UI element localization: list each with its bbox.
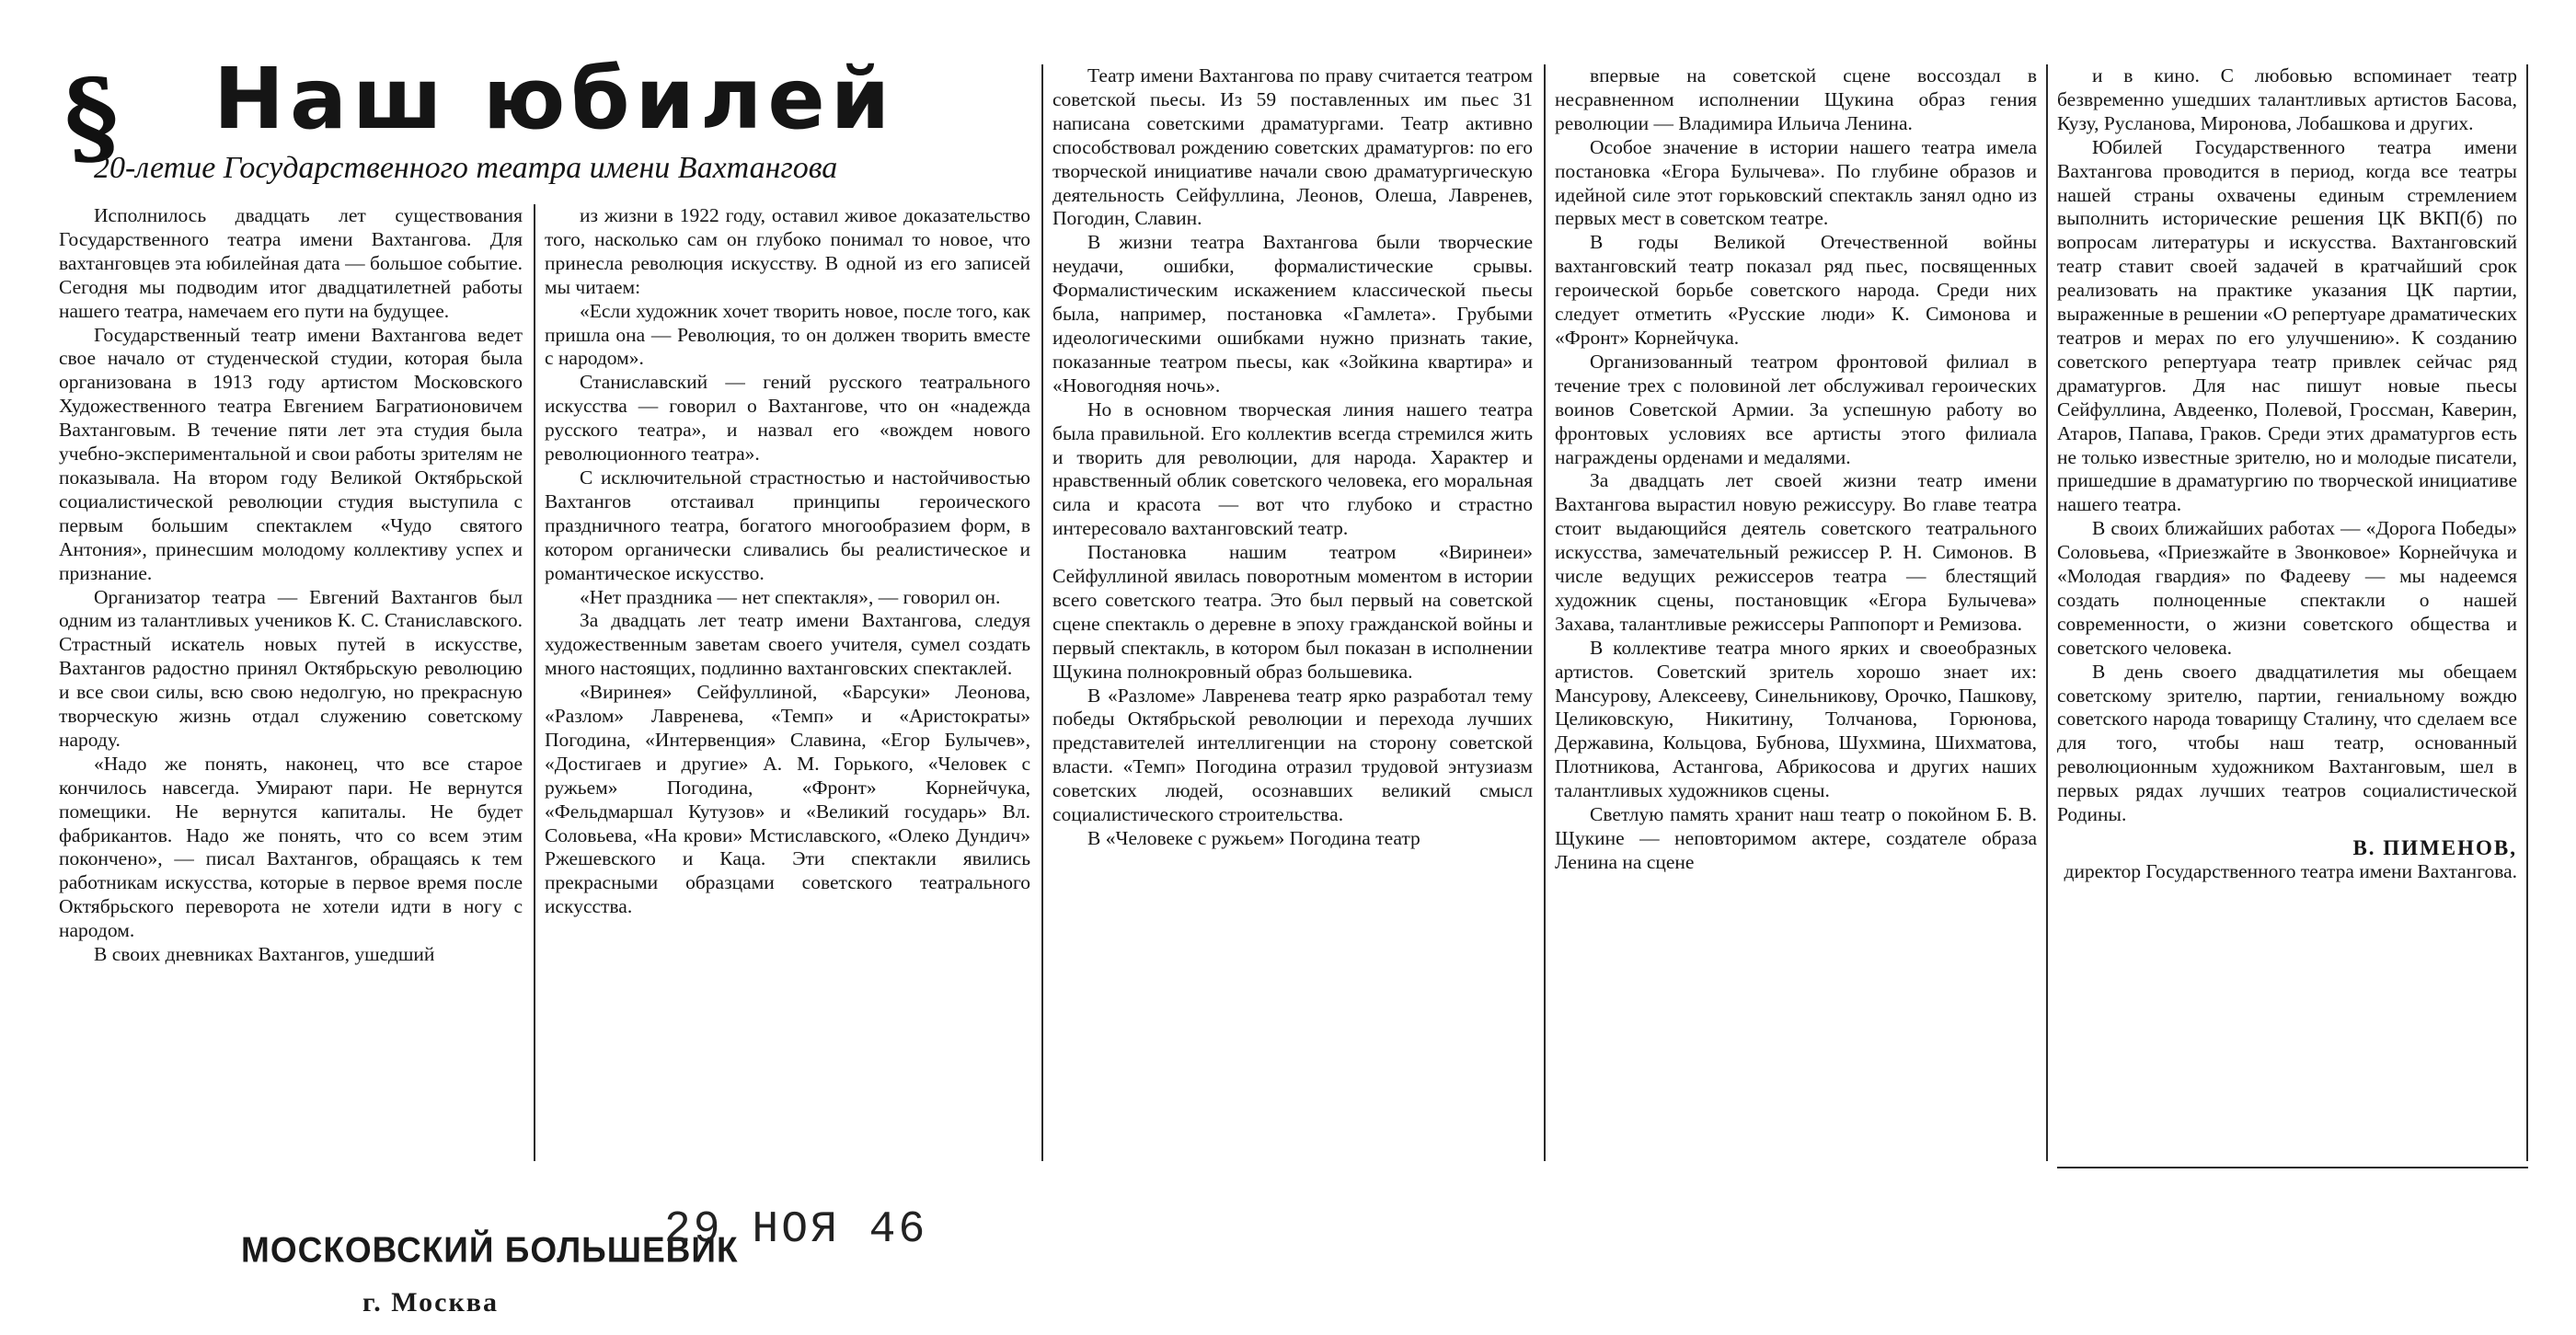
column-divider xyxy=(534,204,535,1161)
paragraph: Организатор театра — Евгений Вахтангов был одним из талантливых учеников К. С. Станиславского. Страстный искатель новых путей в искусстве, Вахтангов радостно принял Октябрьскую революцию и все свои силы, всю свою недолгую, но прекрасную творческую жизнь отдал служению советскому народу. xyxy=(59,585,523,751)
date-stamp: 29 НОЯ 46 xyxy=(664,1205,928,1255)
paragraph: Светлую память хранит наш театр о покойном Б. В. Щукине — неповторимом актере, создателе образа Ленина на сцене xyxy=(1555,803,2037,873)
paragraph: Особое значение в истории нашего театра имела постановка «Егора Булычева». По глубине образов и идейной силе этот горьковский спектакль занял одно из первых мест в советском театре. xyxy=(1555,135,2037,230)
column-1 xyxy=(59,204,523,1161)
paragraph: В своих дневниках Вахтангов, ушедший xyxy=(94,943,435,966)
column-divider xyxy=(1041,64,1043,1161)
paragraph: За двадцать лет своей жизни театр имени Вахтангова вырастил новую режиссуру. Во главе театра стоит выдающийся деятель советского театрального искусства, замечательный режиссер Р. Н. Симонов. В числе ведущих режиссеров театра — блестящий художник сцены, постановщик «Егора Булычева» Захава, талантливые режиссеры Раппопорт и Ремизова. xyxy=(1555,469,2037,635)
paragraph: и в кино. С любовью вспоминает театр безвременно ушедших талантливых артистов Басова, Кузу, Русланова, Миронова, Лобашкова и других. xyxy=(2057,64,2517,134)
newspaper-stamp: МОСКОВСКИЙ БОЛЬШЕВИК xyxy=(241,1229,739,1270)
column-divider xyxy=(2526,64,2528,1161)
paragraph: Организованный театром фронтовой филиал в течение трех с половиной лет обслуживал героических воинов Советской Армии. За успешную работу во фронтовых условиях все артисты этого филиала награждены орденами и медалями. xyxy=(1555,350,2037,468)
paragraph: Театр имени Вахтангова по праву считается театром советской пьесы. Из 59 поставленных им пьес 31 написана советскими драматургами. Театр активно способствовал рождению советских драматургов: по его творческой инициативе начали свою драматургическую деятельность Сейфуллина, Леонов, Олеша, Лавренев, Погодин, Славин. xyxy=(1052,64,1533,230)
paragraph: Станиславский — гений русского театрального искусства — говорил о Вахтангове, что он «надежда русского театра», и назвал его «вождем нового революционного театра». xyxy=(545,371,1030,466)
paragraph: Исполнилось двадцать лет существования Государственного театра имени Вахтангова. Для вахтанговцев эта юбилейная дата — большое событие. Сегодня мы подводим итог двадцатилетней работы нашего театра, намечаем его пути на будущее. xyxy=(59,204,523,322)
paragraph: Юбилей Государственного театра имени Вахтангова проводится в период, когда все театры нашей страны охвачены единым стремлением выполнить исторические решения ЦК ВКП(б) по вопросам литературы и искусства. Вахтанговский театр ставит своей задачей в кратчайший срок реализовать на практике указания ЦК партии, выраженные в решении «О репертуаре драматических театров и мерах по его улучшению». К созданию советского репертуара театр привлек сейчас ряд драматургов. Для нас пишут новые пьесы Сейфуллина, Авдеенко, Полевой, Гроссман, Каверин, Атаров, Папава, Граков. Среди этих драматургов есть не только известные зрителю, но и молодые писатели, пришедшие в драматургию по творческой инициативе нашего театра. xyxy=(2057,135,2517,516)
paragraph: За двадцать лет театр имени Вахтангова, следуя художественным заветам своего учителя, сумел создать много настоящих, подлинно вахтанговских спектаклей. xyxy=(545,609,1030,680)
paragraph: из жизни в 1922 году, оставил живое доказательство того, насколько сам он глубоко понимал то новое, что принесла революция искусству. В одной из его записей мы читаем: xyxy=(545,204,1030,298)
paragraph: «Надо же понять, наконец, что все старое кончилось навсегда. Умирают пари. Не вернутся помещики. Не вернутся капиталы. Не будет фабрикантов. Надо же понять, что со всем этим покончено», — писал Вахтангов, обращаясь к тем работникам искусства, которые в первое время после Октябрьского переворота не хотели идти в ногу с народом. xyxy=(59,752,523,942)
paragraph: Постановка нашим театром «Виринеи» Сейфуллиной явилась поворотным моментом в истории всего советского театра. Это был первый на советской сцене спектакль о деревне в эпоху гражданской войны и первый спектакль, в котором был показан в исполнении Щукина полнокровный образ большевика. xyxy=(1052,541,1533,683)
paragraph: Государственный театр имени Вахтангова ведет свое начало от студенческой студии, которая была организована в 1913 году артистом Московского Художественного театра Евгением Багратионовичем Вахтанговым. В течение пяти лет эта студия была учебно-экспериментальной и свои работы зрителям не показывала. На втором году Великой Октябрьской социалистической революции студия выступила с первым большим спектаклем «Чудо святого Антония», принесшим молодому коллективу успех и признание. xyxy=(59,323,523,584)
jubilee-mark: § xyxy=(60,55,123,179)
article-title: Наш юбилей xyxy=(213,50,896,148)
paragraph: В годы Великой Отечественной войны вахтанговский театр показал ряд пьес, посвященных героической борьбе советского народа. Среди них следует отметить «Русские люди» К. Симонова и «Фронт» Корнейчука. xyxy=(1555,231,2037,349)
paragraph: впервые на советской сцене воссоздал в несравненном исполнении Щукина образ гения революции — Владимира Ильича Ленина. xyxy=(1555,64,2037,134)
column-divider xyxy=(1544,64,1546,1161)
quote: «Нет праздника — нет спектакля», — говорил он. xyxy=(580,585,1001,608)
column-2 xyxy=(545,204,1030,1161)
paragraph: В день своего двадцатилетия мы обещаем советскому зрителю, партии, гениальному вождю советского народа товарищу Сталину, что сделаем все для того, чтобы наш театр, основанный революционным художником Вахтанговым, шел в первых рядах лучших театров социалистической Родины. xyxy=(2057,660,2517,826)
paragraph: С исключительной страстностью и настойчивостью Вахтангов отстаивал принципы героического праздничного театра, богатого многообразием форм, в котором органически сливались бы реалистическое и романтическое искусство. xyxy=(545,466,1030,584)
paragraph: В «Человеке с ружьем» Погодина театр xyxy=(1087,827,1420,849)
paragraph: В своих ближайших работах — «Дорога Победы» Соловьева, «Приезжайте в Звонковое» Корнейчука и «Молодая гвардия» по Фадееву — мы надеемся создать полноценные спектакли о нашей современности, о жизни советского общества и советского человека. xyxy=(2057,517,2517,659)
paragraph: «Виринея» Сейфуллиной, «Барсуки» Леонова, «Разлом» Лавренева, «Темп» и «Аристократы» Погодина, «Интервенция» Славина, «Егор Булычев», «Достигаев и другие» А. М. Горького, «Человек с ружьем» Погодина, «Фронт» Корнейчука, «Фельдмаршал Кутузов» и «Великий государь» Вл. Соловьева, «На крови» Мстиславского, «Олеко Дундич» Ржешевского и Каца. Эти спектакли явились прекрасными образцами советского театрального искусства. xyxy=(545,681,1030,918)
paragraph: В жизни театра Вахтангова были творческие неудачи, ошибки, формалистические срывы. Формалистическим искажением классической пьесы была, например, постановка «Гамлета». Грубыми идеологическими ошибками нужно признать такие, показанные театром пьесы, как «Зойкина квартира» и «Новогодняя ночь». xyxy=(1052,231,1533,397)
column-5 xyxy=(2057,64,2517,1161)
quote: «Если художник хочет творить новое, после того, как пришла она — Революция, то он должен творить вместе с народом». xyxy=(545,299,1030,370)
paragraph: Но в основном творческая линия нашего театра была правильной. Его коллектив всегда стремился жить и творить для революции, для народа. Характер и нравственный облик советского человека, его моральная сила и красота — вот что глубоко и страстно интересовало вахтанговский театр. xyxy=(1052,397,1533,540)
paragraph: В «Разломе» Лавренева театр ярко разработал тему победы Октябрьской революции и перехода лучших представителей интеллигенции на сторону советской власти. «Темп» Погодина отразил трудовой энтузиазм советских людей, осознавших великий смысл социалистического строительства. xyxy=(1052,684,1533,826)
article-subtitle: 20-летие Государственного театра имени Вахтангова xyxy=(94,151,838,185)
column-divider xyxy=(2046,64,2048,1161)
author-title: директор Государственного театра имени Вахтангова. xyxy=(2064,859,2517,882)
column-4 xyxy=(1555,64,2037,1161)
city-stamp: г. Москва xyxy=(362,1287,499,1318)
column-3 xyxy=(1052,64,1533,1161)
paragraph: В коллективе театра много ярких и своеобразных артистов. Советский зритель хорошо знает их: Мансурову, Алексееву, Синельникову, Орочко, Пашкову, Целиковскую, Никитину, Толчанова, Горюнова, Державина, Кольцова, Бубнова, Шухмина, Шихматова, Плотникова, Астангова, Абрикосова и других наших талантливых художников сцены. xyxy=(1555,636,2037,802)
bottom-rule xyxy=(2057,1167,2528,1168)
author-signature: В. ПИМЕНОВ, xyxy=(2352,836,2517,859)
